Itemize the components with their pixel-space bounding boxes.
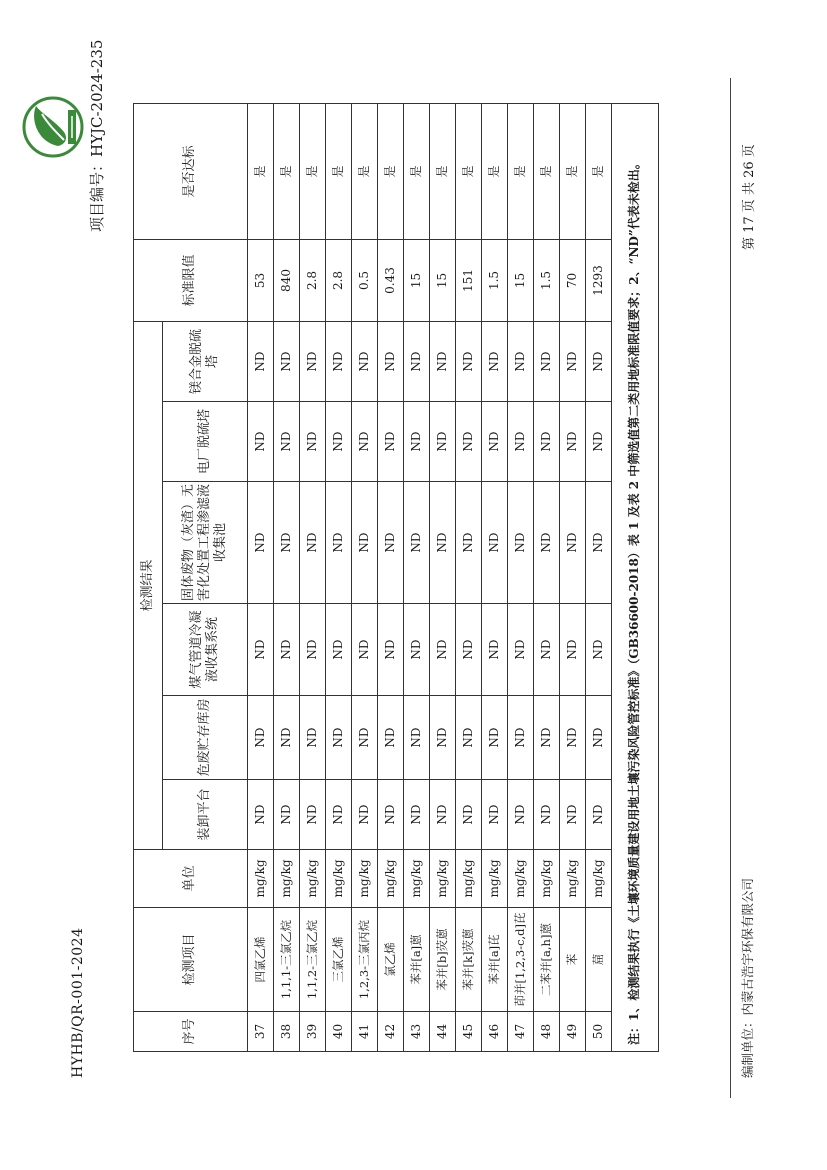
cell-r3: ND: [404, 604, 430, 696]
document-code: HYHB/QR-001-2024: [70, 927, 86, 1078]
header-compliant: 是否达标: [134, 103, 248, 239]
cell-item: 四氯乙烯: [248, 908, 274, 1012]
footer-divider: [730, 78, 731, 1098]
header-magnesium-desulfurization: 镁合金脱硫塔: [163, 321, 248, 401]
cell-r2: ND: [430, 696, 456, 780]
header-unit: 单位: [134, 850, 248, 908]
cell-unit: mg/kg: [326, 850, 352, 908]
cell-standard: 2.8: [326, 239, 352, 321]
cell-standard: 15: [404, 239, 430, 321]
cell-item: 苯并[k]荧蒽: [456, 908, 482, 1012]
cell-item: 䓛: [586, 908, 612, 1012]
cell-r1: ND: [586, 780, 612, 850]
cell-r6: ND: [352, 321, 378, 401]
cell-r6: ND: [248, 321, 274, 401]
cell-r3: ND: [352, 604, 378, 696]
cell-r6: ND: [482, 321, 508, 401]
cell-standard: 840: [274, 239, 300, 321]
compiler-unit: 编制单位：内蒙古浩宇环保有限公司: [740, 877, 755, 1078]
cell-r2: ND: [300, 696, 326, 780]
cell-r1: ND: [352, 780, 378, 850]
cell-r6: ND: [508, 321, 534, 401]
detection-results-table: [133, 103, 659, 1052]
cell-r6: ND: [430, 321, 456, 401]
cell-compliant: 是: [482, 103, 508, 239]
cell-item: 苯并[a]蒽: [404, 908, 430, 1012]
cell-r4: ND: [456, 482, 482, 604]
table-row: [430, 103, 456, 1051]
cell-r3: ND: [274, 604, 300, 696]
cell-compliant: 是: [248, 103, 274, 239]
company-logo-icon: [20, 94, 86, 160]
cell-r2: ND: [560, 696, 586, 780]
cell-seq: 37: [248, 1012, 274, 1052]
cell-r5: ND: [404, 402, 430, 482]
cell-compliant: 是: [586, 103, 612, 239]
cell-seq: 50: [586, 1012, 612, 1052]
table-row: [352, 103, 378, 1051]
cell-r5: ND: [248, 402, 274, 482]
cell-r4: ND: [352, 482, 378, 604]
cell-r3: ND: [248, 604, 274, 696]
cell-seq: 43: [404, 1012, 430, 1052]
cell-r1: ND: [560, 780, 586, 850]
cell-unit: mg/kg: [274, 850, 300, 908]
cell-r4: ND: [248, 482, 274, 604]
cell-r5: ND: [300, 402, 326, 482]
cell-standard: 15: [430, 239, 456, 321]
cell-unit: mg/kg: [378, 850, 404, 908]
cell-seq: 40: [326, 1012, 352, 1052]
cell-compliant: 是: [352, 103, 378, 239]
cell-standard: 53: [248, 239, 274, 321]
cell-compliant: 是: [378, 103, 404, 239]
cell-r6: ND: [560, 321, 586, 401]
cell-standard: 0.43: [378, 239, 404, 321]
cell-compliant: 是: [326, 103, 352, 239]
cell-unit: mg/kg: [248, 850, 274, 908]
cell-r3: ND: [430, 604, 456, 696]
cell-unit: mg/kg: [300, 850, 326, 908]
cell-seq: 38: [274, 1012, 300, 1052]
header-power-plant-desulfurization: 电厂脱硫塔: [163, 402, 248, 482]
cell-item: 苯并[b]荧蒽: [430, 908, 456, 1012]
cell-r4: ND: [378, 482, 404, 604]
table-row: [300, 103, 326, 1051]
cell-standard: 0.5: [352, 239, 378, 321]
cell-r3: ND: [534, 604, 560, 696]
cell-compliant: 是: [456, 103, 482, 239]
table-note: 注：1、检测结果执行《土壤环境质量建设用地土壤污染风险管控标准》（GB36600-2018）表 1 及表 2 中筛选值第二类用地标准限值要求；2、“ND”代表未检出。: [612, 103, 659, 1051]
cell-r4: ND: [404, 482, 430, 604]
cell-r4: ND: [560, 482, 586, 604]
cell-r4: ND: [274, 482, 300, 604]
cell-r1: ND: [378, 780, 404, 850]
cell-r6: ND: [534, 321, 560, 401]
cell-r1: ND: [326, 780, 352, 850]
cell-r2: ND: [352, 696, 378, 780]
cell-compliant: 是: [300, 103, 326, 239]
cell-compliant: 是: [560, 103, 586, 239]
cell-item: 1,1,1-三氯乙烷: [274, 908, 300, 1012]
cell-r2: ND: [482, 696, 508, 780]
cell-r2: ND: [586, 696, 612, 780]
cell-seq: 47: [508, 1012, 534, 1052]
cell-r1: ND: [508, 780, 534, 850]
header-hazardous-waste-storage: 危废贮存库房: [163, 696, 248, 780]
cell-r5: ND: [430, 402, 456, 482]
cell-r5: ND: [534, 402, 560, 482]
cell-r2: ND: [508, 696, 534, 780]
cell-compliant: 是: [534, 103, 560, 239]
cell-r5: ND: [560, 402, 586, 482]
cell-r2: ND: [378, 696, 404, 780]
cell-standard: 15: [508, 239, 534, 321]
cell-r3: ND: [482, 604, 508, 696]
cell-unit: mg/kg: [586, 850, 612, 908]
cell-seq: 41: [352, 1012, 378, 1052]
cell-item: 1,1,2-三氯乙烷: [300, 908, 326, 1012]
cell-r4: ND: [534, 482, 560, 604]
cell-r4: ND: [586, 482, 612, 604]
cell-standard: 70: [560, 239, 586, 321]
cell-seq: 44: [430, 1012, 456, 1052]
project-number: 项目编号：HYJC-2024-235: [88, 39, 106, 232]
cell-r2: ND: [404, 696, 430, 780]
cell-r4: ND: [300, 482, 326, 604]
cell-r2: ND: [274, 696, 300, 780]
cell-r2: ND: [326, 696, 352, 780]
cell-standard: 2.8: [300, 239, 326, 321]
table-row: [274, 103, 300, 1051]
cell-r5: ND: [352, 402, 378, 482]
cell-r5: ND: [508, 402, 534, 482]
cell-r5: ND: [274, 402, 300, 482]
cell-r6: ND: [300, 321, 326, 401]
cell-r1: ND: [534, 780, 560, 850]
page-number: 第 17 页 共 26 页: [742, 144, 757, 250]
table-row: [404, 103, 430, 1051]
cell-unit: mg/kg: [560, 850, 586, 908]
header-leachate-collection-pool: 固体废物（灰渣）无害化处置工程渗滤液收集池: [163, 482, 248, 604]
cell-r3: ND: [508, 604, 534, 696]
cell-r5: ND: [378, 402, 404, 482]
cell-item: 三氯乙烯: [326, 908, 352, 1012]
cell-r6: ND: [456, 321, 482, 401]
cell-unit: mg/kg: [430, 850, 456, 908]
table-row: [534, 103, 560, 1051]
cell-seq: 42: [378, 1012, 404, 1052]
cell-r6: ND: [378, 321, 404, 401]
cell-r3: ND: [378, 604, 404, 696]
cell-unit: mg/kg: [352, 850, 378, 908]
cell-compliant: 是: [404, 103, 430, 239]
cell-unit: mg/kg: [534, 850, 560, 908]
table-row: [248, 103, 274, 1051]
cell-r1: ND: [274, 780, 300, 850]
cell-r5: ND: [456, 402, 482, 482]
cell-seq: 46: [482, 1012, 508, 1052]
cell-r5: ND: [326, 402, 352, 482]
header-gas-condensate-collection: 煤气管道冷凝液收集系统: [163, 604, 248, 696]
header-loading-platform: 装卸平台: [163, 780, 248, 850]
cell-unit: mg/kg: [456, 850, 482, 908]
cell-seq: 49: [560, 1012, 586, 1052]
cell-r6: ND: [274, 321, 300, 401]
cell-r3: ND: [586, 604, 612, 696]
cell-standard: 1.5: [534, 239, 560, 321]
cell-r3: ND: [326, 604, 352, 696]
header-standard: 标准限值: [134, 239, 248, 321]
cell-r5: ND: [586, 402, 612, 482]
cell-standard: 1293: [586, 239, 612, 321]
table-row: [326, 103, 352, 1051]
cell-r1: ND: [430, 780, 456, 850]
cell-item: 苯并[a]芘: [482, 908, 508, 1012]
cell-unit: mg/kg: [404, 850, 430, 908]
cell-item: 茚并[1,2,3-c,d]芘: [508, 908, 534, 1012]
cell-seq: 39: [300, 1012, 326, 1052]
cell-r5: ND: [482, 402, 508, 482]
cell-r2: ND: [248, 696, 274, 780]
cell-seq: 48: [534, 1012, 560, 1052]
table-row: [456, 103, 482, 1051]
cell-r4: ND: [326, 482, 352, 604]
cell-r4: ND: [482, 482, 508, 604]
cell-compliant: 是: [508, 103, 534, 239]
cell-r1: ND: [248, 780, 274, 850]
cell-item: 苯: [560, 908, 586, 1012]
cell-r1: ND: [482, 780, 508, 850]
cell-item: 二苯并[a,h]蒽: [534, 908, 560, 1012]
cell-compliant: 是: [430, 103, 456, 239]
table-row: [586, 103, 612, 1051]
cell-r1: ND: [300, 780, 326, 850]
cell-standard: 151: [456, 239, 482, 321]
cell-unit: mg/kg: [508, 850, 534, 908]
header-item: 检测项目: [134, 908, 248, 1012]
cell-r1: ND: [456, 780, 482, 850]
table-row: [482, 103, 508, 1051]
table-row: [378, 103, 404, 1051]
cell-r3: ND: [300, 604, 326, 696]
cell-compliant: 是: [274, 103, 300, 239]
header-results-group: 检测结果: [134, 321, 163, 849]
cell-r6: ND: [404, 321, 430, 401]
cell-r1: ND: [404, 780, 430, 850]
cell-r6: ND: [586, 321, 612, 401]
cell-unit: mg/kg: [482, 850, 508, 908]
cell-r3: ND: [456, 604, 482, 696]
cell-r2: ND: [534, 696, 560, 780]
cell-item: 1,2,3-三氯丙烷: [352, 908, 378, 1012]
cell-r6: ND: [326, 321, 352, 401]
cell-standard: 1.5: [482, 239, 508, 321]
results-table-body: [248, 103, 612, 1051]
cell-seq: 45: [456, 1012, 482, 1052]
cell-r2: ND: [456, 696, 482, 780]
table-row: [508, 103, 534, 1051]
cell-r4: ND: [430, 482, 456, 604]
cell-r3: ND: [560, 604, 586, 696]
header-seq: 序号: [134, 1012, 248, 1052]
table-row: [560, 103, 586, 1051]
cell-r4: ND: [508, 482, 534, 604]
cell-item: 氯乙烯: [378, 908, 404, 1012]
